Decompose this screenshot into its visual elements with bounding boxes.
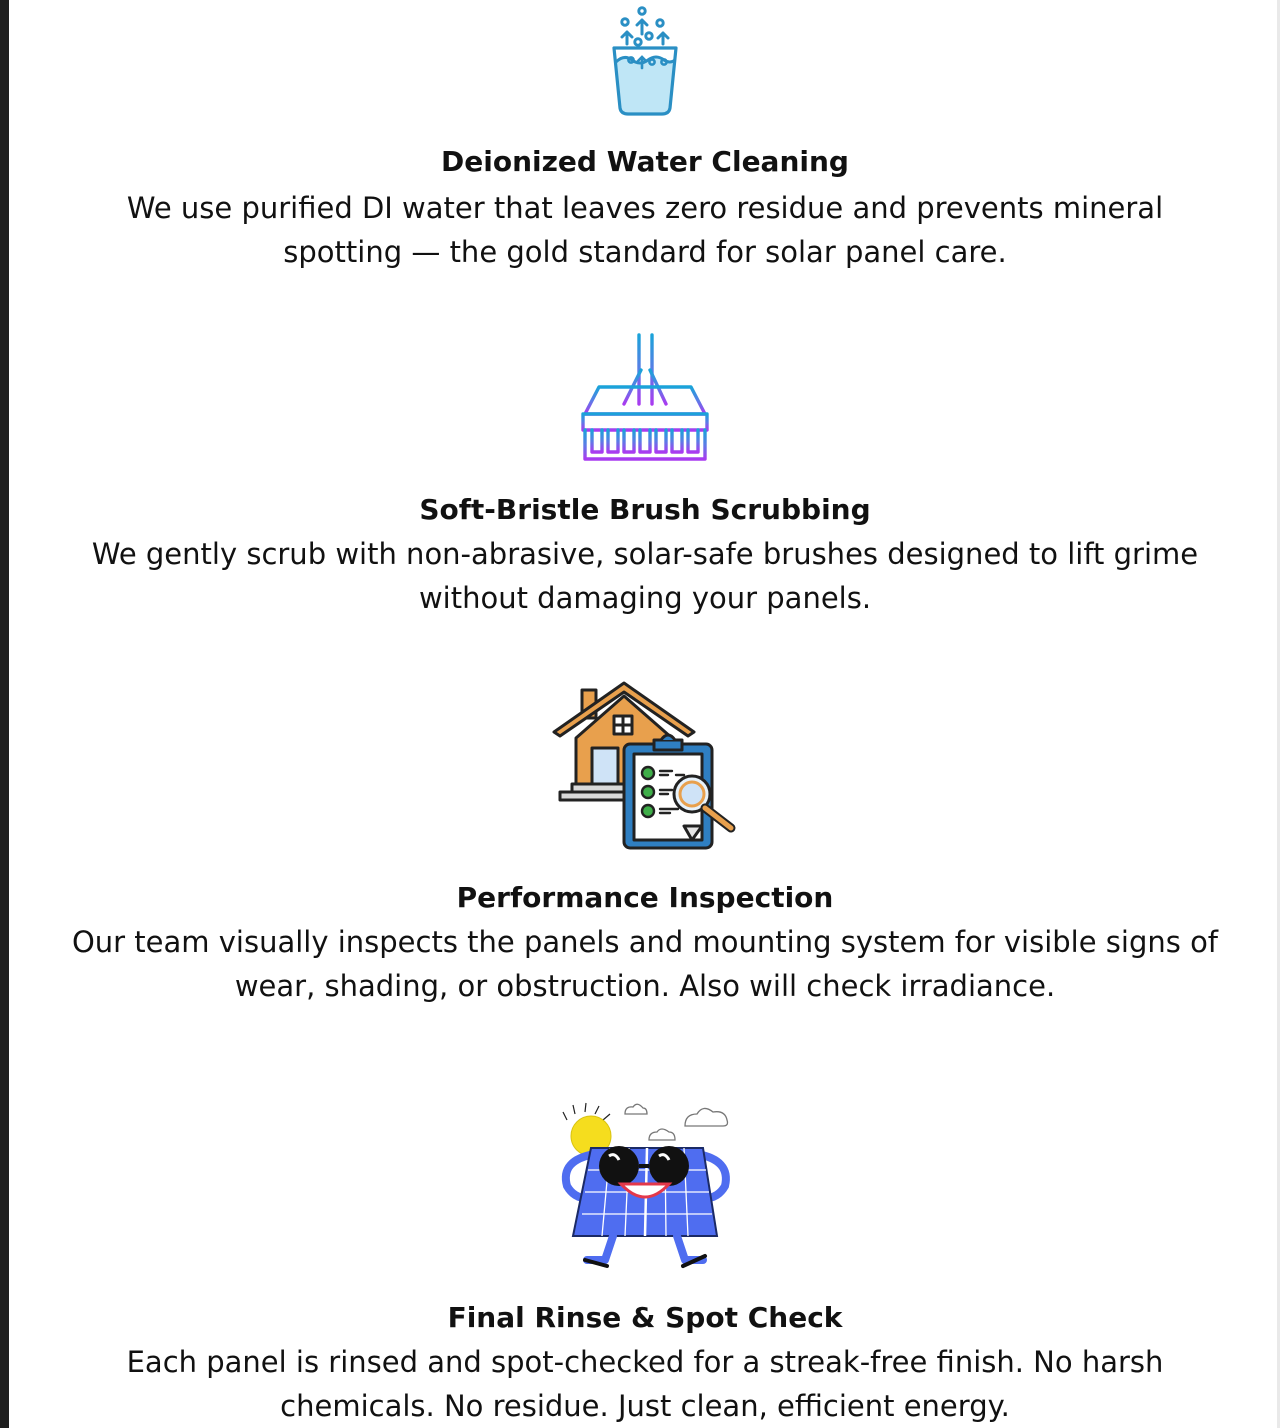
house-inspection-icon	[548, 678, 738, 854]
feature-title-performance-inspection: Performance Inspection	[456, 881, 834, 914]
happy-solar-panel-icon	[555, 1100, 735, 1272]
feature-description-performance-inspection	[40, 920, 1250, 1008]
feature-description-brush-scrubbing	[40, 532, 1250, 620]
description-line: without damaging your panels.	[418, 581, 872, 615]
feature-title-final-rinse: Final Rinse & Spot Check	[447, 1301, 843, 1334]
feature-description-deionized-water	[40, 186, 1250, 274]
description-line: wear, shading, or obstruction. Also will check irradiance.	[234, 969, 1056, 1003]
description-line: Each panel is rinsed and spot-checked for a streak-free finish. No harsh	[126, 1345, 1164, 1379]
description-line: Our team visually inspects the panels and mounting system for visible signs of	[71, 925, 1219, 959]
deionized-water-icon	[600, 4, 690, 118]
description-line: We use purified DI water that leaves zero residue and prevents mineral	[126, 191, 1164, 225]
description-line: spotting — the gold standard for solar panel care.	[283, 235, 1007, 269]
feature-title-brush-scrubbing: Soft-Bristle Brush Scrubbing	[419, 493, 871, 526]
description-line: chemicals. No residue. Just clean, efficient energy.	[280, 1389, 1010, 1423]
window-edge-left	[0, 0, 9, 1428]
brush-icon	[575, 332, 715, 466]
description-line: We gently scrub with non-abrasive, solar-safe brushes designed to lift grime	[91, 537, 1199, 571]
feature-title-deionized-water: Deionized Water Cleaning	[441, 145, 849, 178]
feature-description-final-rinse	[40, 1340, 1250, 1428]
